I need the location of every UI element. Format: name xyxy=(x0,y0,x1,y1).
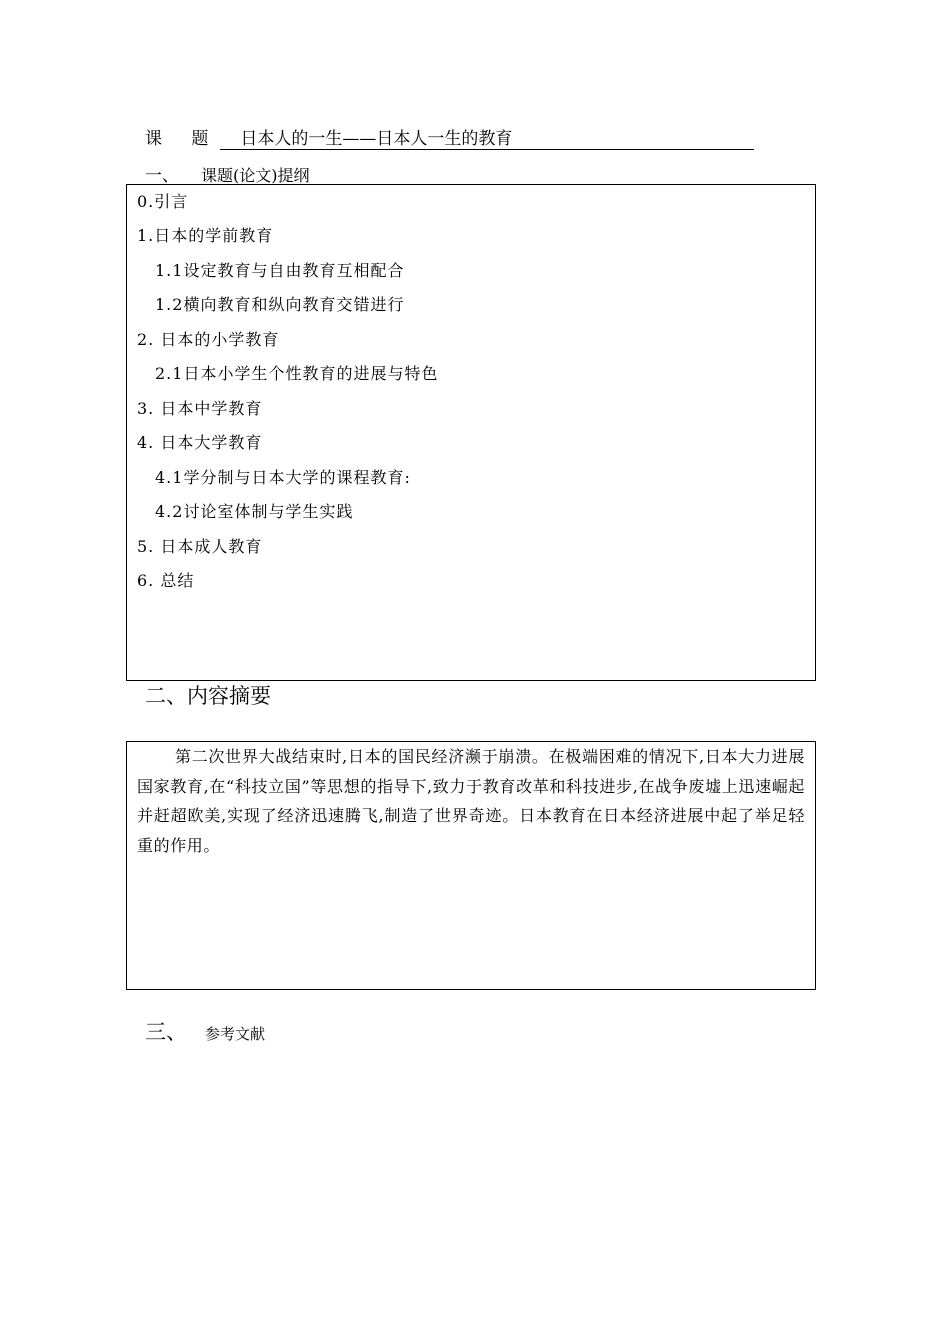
outline-item: 1.2横向教育和纵向教育交错进行 xyxy=(155,295,405,314)
outline-item: 5. 日本成人教育 xyxy=(137,537,263,556)
outline-item: 2. 日本的小学教育 xyxy=(137,330,280,349)
outline-heading xyxy=(145,161,310,186)
outline-item: 1.1设定教育与自由教育互相配合 xyxy=(155,261,405,280)
topic-label: 课 题 xyxy=(145,129,221,149)
outline-heading-title: 课题(论文)提纲 xyxy=(201,166,310,185)
topic-line xyxy=(145,124,754,150)
outline-item: 4. 日本大学教育 xyxy=(137,433,263,452)
outline-item: 2.1日本小学生个性教育的进展与特色 xyxy=(155,364,439,383)
outline-item: 3. 日本中学教育 xyxy=(137,399,263,418)
abstract-box xyxy=(126,741,816,990)
topic-value: 日本人的一生——日本人一生的教育 xyxy=(220,129,754,150)
outline-item: 1.日本的学前教育 xyxy=(137,226,274,245)
outline-item: 0.引言 xyxy=(137,192,189,211)
outline-item: 4.1学分制与日本大学的课程教育: xyxy=(155,468,411,487)
references-heading-title: 参考文献 xyxy=(205,1025,266,1043)
references-heading-number: 三、 xyxy=(145,1020,187,1044)
outline-heading-number: 一、 xyxy=(145,166,179,186)
outline-item: 4.2讨论室体制与学生实践 xyxy=(155,502,354,521)
outline-item: 6. 总结 xyxy=(137,571,195,590)
abstract-text: 第二次世界大战结束时,日本的国民经济濒于崩溃。在极端困难的情况下,日本大力进展国家教育,在“科技立国”等思想的指导下,致力于教育改革和科技进步,在战争废墟上迅速崛起并赶超欧美,实现了经济迅速腾飞,制造了世界奇迹。日本教育在日本经济进展中起了举足轻重的作用。 xyxy=(137,747,805,855)
references-heading xyxy=(145,1016,265,1046)
outline-box xyxy=(126,184,816,681)
abstract-heading: 二、内容摘要 xyxy=(145,684,271,708)
